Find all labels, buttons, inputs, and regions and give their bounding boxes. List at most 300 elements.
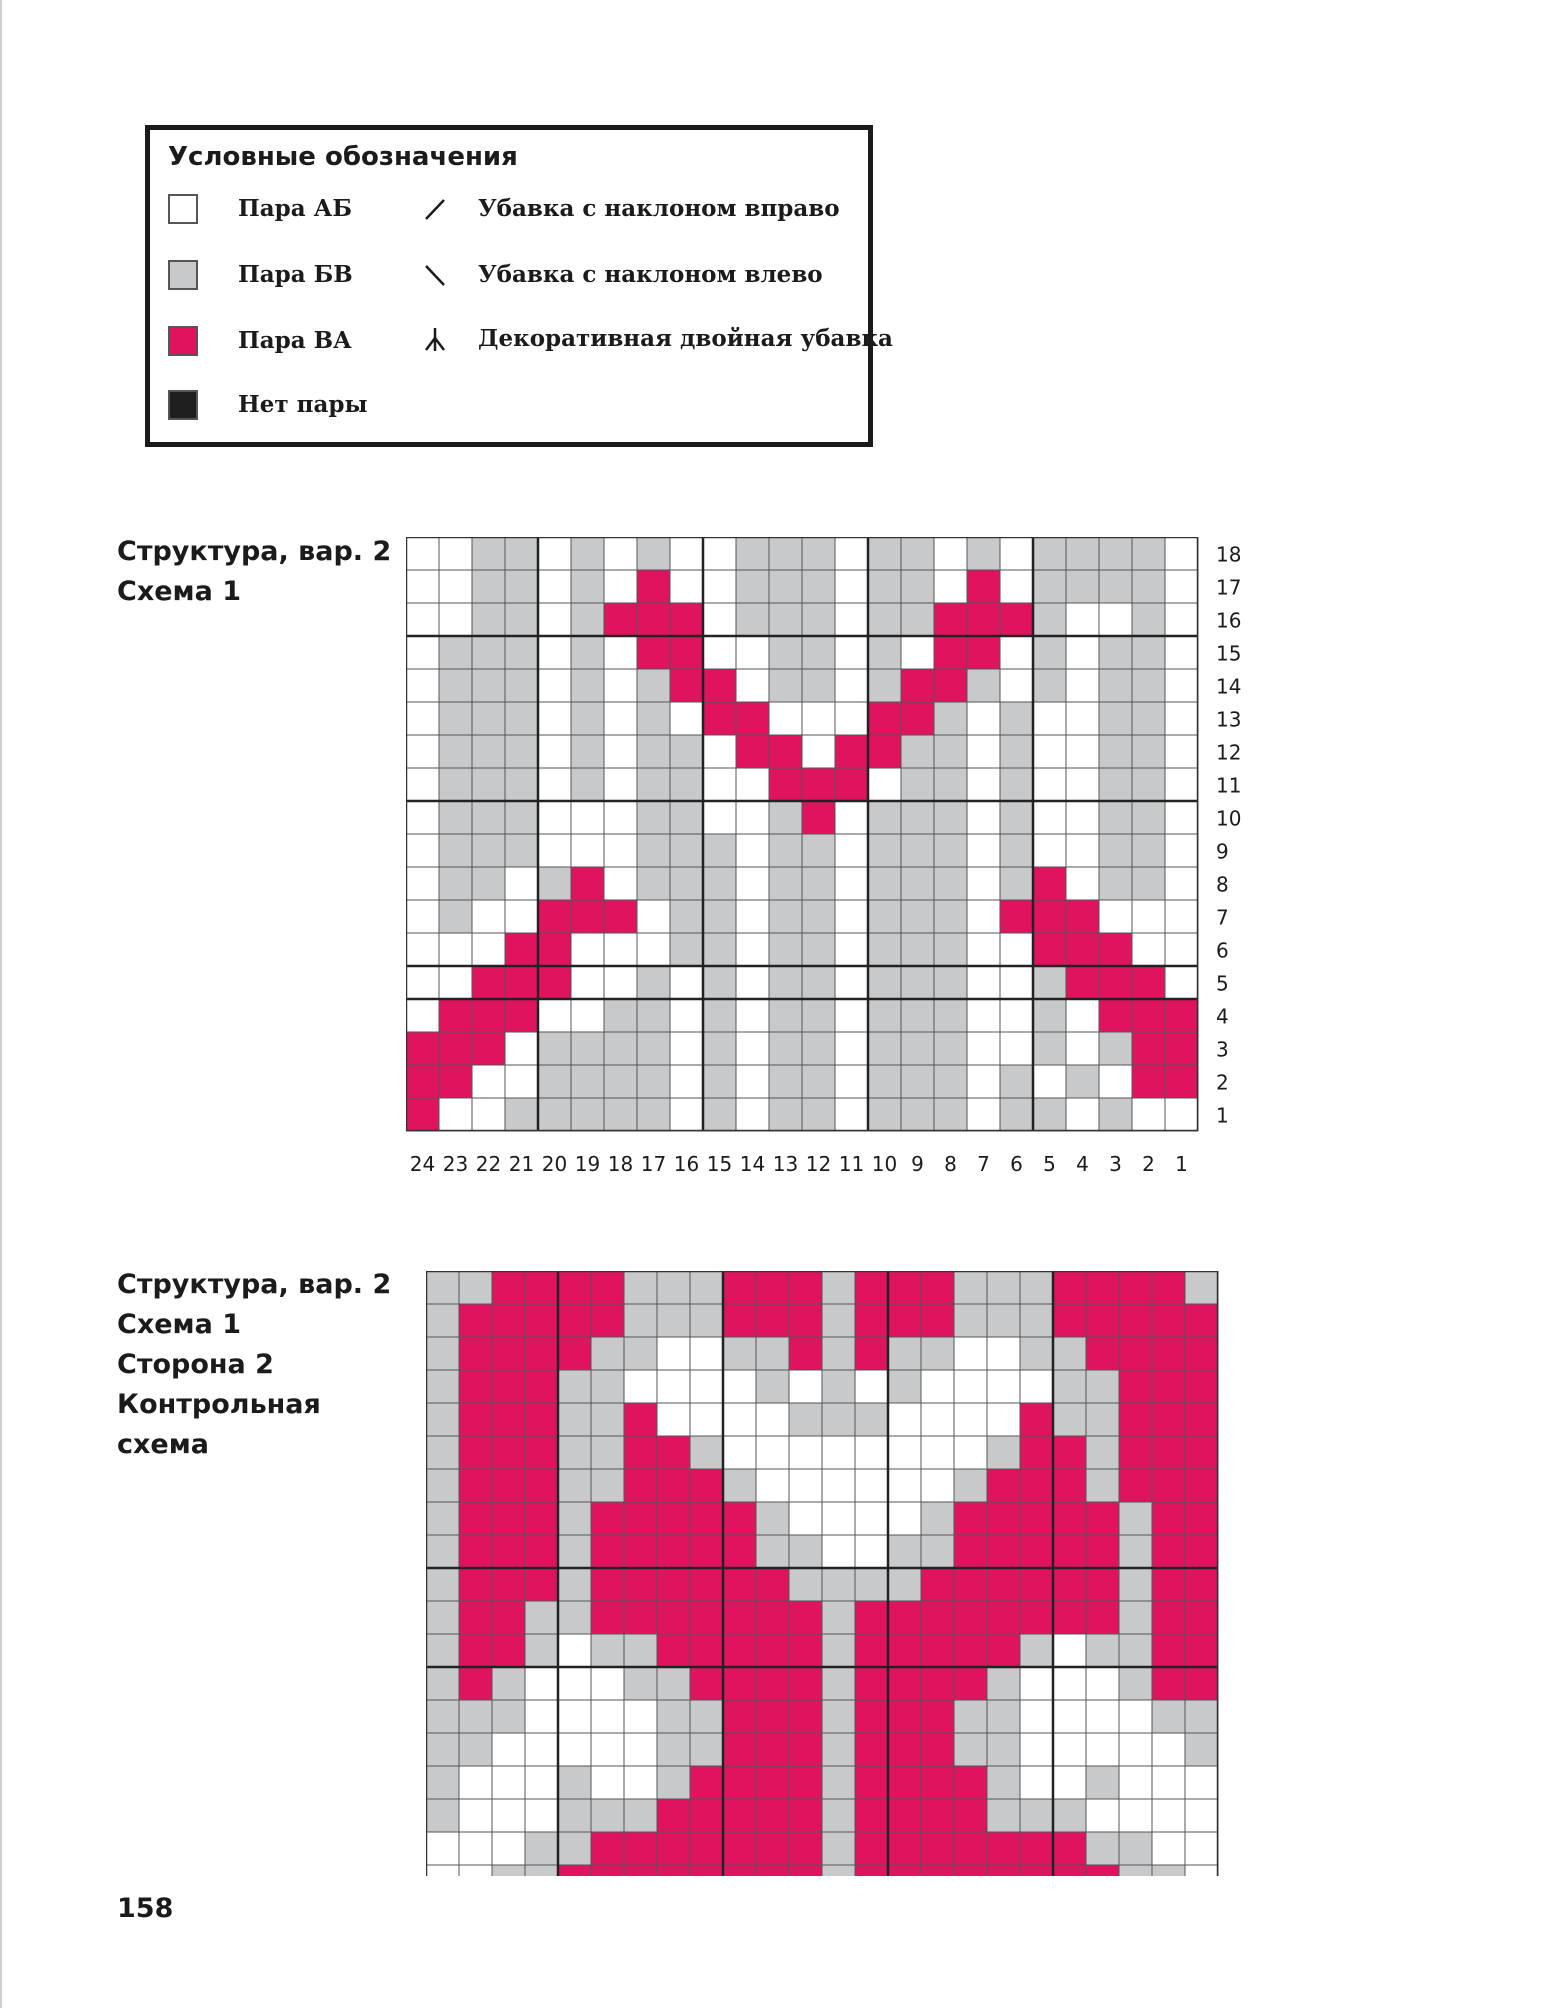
grid-cell	[954, 1502, 987, 1535]
grid-cell	[822, 1601, 855, 1634]
grid-cell	[1020, 1832, 1053, 1865]
grid-cell	[769, 702, 802, 735]
grid-cell	[426, 1601, 459, 1634]
grid-cell	[901, 1032, 934, 1065]
grid-cell	[1033, 702, 1066, 735]
grid-cell	[604, 1032, 637, 1065]
grid-cell	[624, 1700, 657, 1733]
grid-cell	[868, 1032, 901, 1065]
row-number-label: 11	[1216, 773, 1242, 798]
grid-cell	[690, 1271, 723, 1304]
grid-cell	[690, 1304, 723, 1337]
grid-cell	[1099, 1065, 1132, 1098]
grid-cell	[822, 1766, 855, 1799]
grid-cell	[934, 537, 967, 570]
grid-cell	[1020, 1535, 1053, 1568]
grid-cell	[802, 933, 835, 966]
grid-cell	[525, 1337, 558, 1370]
grid-cell	[637, 801, 670, 834]
grid-cell	[492, 1337, 525, 1370]
grid-cell	[406, 834, 439, 867]
grid-cell	[756, 1436, 789, 1469]
grid-cell	[604, 1098, 637, 1131]
grid-cell	[987, 1766, 1020, 1799]
grid-cell	[802, 801, 835, 834]
grid-cell	[690, 1733, 723, 1766]
grid-cell	[1086, 1766, 1119, 1799]
grid-cell	[439, 702, 472, 735]
grid-cell	[835, 636, 868, 669]
grid-cell	[525, 1832, 558, 1865]
grid-cell	[855, 1403, 888, 1436]
grid-cell	[1000, 636, 1033, 669]
grid-cell	[1165, 768, 1198, 801]
grid-cell	[934, 636, 967, 669]
row-number-label: 7	[1216, 905, 1229, 930]
grid-cell	[1099, 801, 1132, 834]
grid-cell	[591, 1733, 624, 1766]
grid-cell	[1165, 636, 1198, 669]
grid-cell	[1152, 1271, 1185, 1304]
grid-cell	[690, 1667, 723, 1700]
grid-cell	[505, 669, 538, 702]
grid-cell	[472, 999, 505, 1032]
row-number-label: 14	[1216, 674, 1242, 699]
grid-cell	[1165, 570, 1198, 603]
grid-cell	[571, 669, 604, 702]
grid-cell	[723, 1766, 756, 1799]
grid-cell	[505, 1032, 538, 1065]
grid-cell	[1066, 801, 1099, 834]
swatch-pair-ab	[168, 194, 198, 224]
grid-cell	[1066, 900, 1099, 933]
grid-cell	[1033, 669, 1066, 702]
grid-cell	[934, 933, 967, 966]
grid-cell	[789, 1865, 822, 1876]
grid-cell	[624, 1403, 657, 1436]
grid-cell	[426, 1865, 459, 1876]
grid-cell	[1053, 1403, 1086, 1436]
grid-cell	[769, 999, 802, 1032]
grid-cell	[1132, 933, 1165, 966]
grid-cell	[657, 1799, 690, 1832]
grid-cell	[1033, 636, 1066, 669]
grid-cell	[690, 1700, 723, 1733]
grid-cell	[789, 1535, 822, 1568]
grid-cell	[789, 1337, 822, 1370]
heading-line: Схема 1	[117, 576, 242, 607]
grid-cell	[525, 1766, 558, 1799]
grid-cell	[888, 1766, 921, 1799]
grid-cell	[888, 1733, 921, 1766]
grid-cell	[736, 669, 769, 702]
grid-cell	[1152, 1403, 1185, 1436]
grid-cell	[591, 1469, 624, 1502]
column-number-label: 21	[508, 1152, 535, 1176]
grid-cell	[789, 1568, 822, 1601]
grid-cell	[1000, 603, 1033, 636]
grid-cell	[472, 735, 505, 768]
grid-cell	[1099, 669, 1132, 702]
grid-cell	[426, 1832, 459, 1865]
grid-cell	[888, 1865, 921, 1876]
grid-cell	[1066, 867, 1099, 900]
grid-cell	[868, 669, 901, 702]
grid-cell	[802, 570, 835, 603]
grid-cell	[558, 1469, 591, 1502]
grid-cell	[657, 1601, 690, 1634]
grid-cell	[1099, 834, 1132, 867]
grid-cell	[604, 867, 637, 900]
grid-cell	[802, 999, 835, 1032]
grid-cell	[769, 570, 802, 603]
grid-cell	[822, 1865, 855, 1876]
grid-cell	[604, 801, 637, 834]
grid-cell	[1152, 1502, 1185, 1535]
grid-cell	[591, 1370, 624, 1403]
grid-cell	[835, 570, 868, 603]
grid-cell	[855, 1271, 888, 1304]
grid-cell	[921, 1502, 954, 1535]
grid-cell	[439, 867, 472, 900]
grid-cell	[525, 1634, 558, 1667]
grid-cell	[756, 1865, 789, 1876]
grid-cell	[921, 1436, 954, 1469]
heading-line: Сторона 2	[117, 1349, 274, 1380]
column-number-label: 9	[911, 1152, 924, 1176]
grid-cell	[703, 1032, 736, 1065]
grid-cell	[492, 1766, 525, 1799]
grid-cell	[1185, 1601, 1218, 1634]
grid-cell	[1132, 537, 1165, 570]
grid-cell	[637, 768, 670, 801]
grid-cell	[868, 636, 901, 669]
legend-label: Убавка с наклоном вправо	[478, 195, 840, 222]
grid-cell	[1152, 1436, 1185, 1469]
grid-cell	[1165, 834, 1198, 867]
column-number-label: 10	[871, 1152, 898, 1176]
grid-cell	[492, 1832, 525, 1865]
grid-cell	[492, 1370, 525, 1403]
grid-cell	[1099, 867, 1132, 900]
grid-cells	[406, 537, 1198, 1131]
grid-cell	[723, 1832, 756, 1865]
grid-cell	[426, 1700, 459, 1733]
grid-cell	[1053, 1799, 1086, 1832]
grid-cell	[538, 801, 571, 834]
grid-cell	[1152, 1535, 1185, 1568]
grid-cell	[492, 1601, 525, 1634]
grid-cell	[657, 1700, 690, 1733]
row-number-label: 9	[1216, 839, 1229, 864]
grid-cell	[406, 966, 439, 999]
grid-cell	[492, 1304, 525, 1337]
grid-cell	[1099, 999, 1132, 1032]
grid-cell	[736, 900, 769, 933]
grid-cell	[1132, 768, 1165, 801]
grid-cell	[1086, 1403, 1119, 1436]
grid-cell	[1000, 933, 1033, 966]
grid-cell	[987, 1799, 1020, 1832]
grid-cell	[439, 537, 472, 570]
grid-cell	[855, 1667, 888, 1700]
grid-cell	[789, 1502, 822, 1535]
grid-cell	[835, 768, 868, 801]
grid-cell	[835, 1065, 868, 1098]
grid-cell	[868, 1065, 901, 1098]
grid-cell	[1020, 1733, 1053, 1766]
grid-cell	[822, 1370, 855, 1403]
grid-cell	[855, 1304, 888, 1337]
grid-cell	[690, 1469, 723, 1502]
grid-cell	[558, 1304, 591, 1337]
grid-cell	[954, 1568, 987, 1601]
grid-cell	[769, 603, 802, 636]
grid-cell	[888, 1304, 921, 1337]
grid-cell	[967, 801, 1000, 834]
grid-cell	[604, 570, 637, 603]
grid-cell	[1020, 1403, 1053, 1436]
grid-cell	[1053, 1700, 1086, 1733]
grid-cell	[901, 1098, 934, 1131]
grid-cell	[505, 702, 538, 735]
grid-cell	[670, 603, 703, 636]
grid-cell	[505, 570, 538, 603]
grid-cell	[967, 933, 1000, 966]
slash-left-icon	[420, 260, 450, 290]
grid-cell	[1033, 537, 1066, 570]
grid-cell	[406, 636, 439, 669]
grid-cell	[538, 867, 571, 900]
column-number-label: 19	[574, 1152, 601, 1176]
chart1-heading	[117, 532, 391, 612]
grid-cell	[492, 1535, 525, 1568]
grid-cell	[769, 636, 802, 669]
grid-cell	[756, 1337, 789, 1370]
grid-cell	[1086, 1337, 1119, 1370]
grid-cell	[426, 1304, 459, 1337]
grid-cell	[868, 570, 901, 603]
grid-cell	[624, 1733, 657, 1766]
grid-cell	[525, 1865, 558, 1876]
grid-cell	[1165, 933, 1198, 966]
grid-cell	[1020, 1700, 1053, 1733]
grid-cell	[855, 1832, 888, 1865]
grid-cell	[868, 537, 901, 570]
grid-cell	[591, 1700, 624, 1733]
grid-cell	[657, 1667, 690, 1700]
grid-cell	[921, 1535, 954, 1568]
grid-cell	[954, 1832, 987, 1865]
grid-cell	[670, 669, 703, 702]
grid-cell	[901, 768, 934, 801]
grid-cell	[1086, 1667, 1119, 1700]
grid-cell	[1119, 1832, 1152, 1865]
grid-cell	[723, 1865, 756, 1876]
grid-cell	[472, 900, 505, 933]
grid-cell	[406, 1065, 439, 1098]
grid-cell	[1132, 1098, 1165, 1131]
grid-cell	[921, 1799, 954, 1832]
grid-cell	[670, 834, 703, 867]
grid-cell	[987, 1304, 1020, 1337]
grid-cell	[954, 1799, 987, 1832]
grid-cell	[1053, 1634, 1086, 1667]
grid-cell	[1152, 1832, 1185, 1865]
grid-cell	[558, 1568, 591, 1601]
grid-cell	[756, 1304, 789, 1337]
grid-cell	[987, 1469, 1020, 1502]
grid-cell	[769, 801, 802, 834]
grid-cell	[1066, 735, 1099, 768]
column-number-label: 11	[838, 1152, 865, 1176]
grid-cell	[1152, 1568, 1185, 1601]
grid-cell	[624, 1502, 657, 1535]
grid-cell	[723, 1733, 756, 1766]
grid-cell	[987, 1601, 1020, 1634]
grid-cell	[591, 1436, 624, 1469]
grid-cell	[1165, 1098, 1198, 1131]
grid-cell	[901, 1065, 934, 1098]
grid-cell	[987, 1634, 1020, 1667]
grid-cell	[1152, 1799, 1185, 1832]
grid-cell	[954, 1700, 987, 1733]
grid-cell	[1086, 1535, 1119, 1568]
grid-cell	[835, 603, 868, 636]
grid-cell	[723, 1370, 756, 1403]
grid-cell	[1020, 1304, 1053, 1337]
column-number-label: 23	[442, 1152, 469, 1176]
grid-cell	[888, 1700, 921, 1733]
grid-cell	[1152, 1304, 1185, 1337]
grid-cell	[525, 1733, 558, 1766]
grid-cell	[1119, 1469, 1152, 1502]
grid-cell	[525, 1601, 558, 1634]
grid-cell	[459, 1733, 492, 1766]
grid-cell	[822, 1535, 855, 1568]
grid-cell	[723, 1568, 756, 1601]
grid-cell	[459, 1535, 492, 1568]
grid-cell	[1099, 702, 1132, 735]
grid-cell	[472, 669, 505, 702]
grid-cell	[1033, 999, 1066, 1032]
grid-cell	[1086, 1799, 1119, 1832]
grid-cell	[505, 801, 538, 834]
grid-cell	[1152, 1700, 1185, 1733]
row-number-label: 12	[1216, 740, 1242, 765]
grid-cell	[690, 1535, 723, 1568]
grid-cell	[967, 834, 1000, 867]
grid-cell	[657, 1568, 690, 1601]
grid-cell	[1165, 669, 1198, 702]
grid-cell	[703, 702, 736, 735]
grid-cell	[934, 702, 967, 735]
grid-cell	[670, 966, 703, 999]
grid-cell	[736, 537, 769, 570]
grid-cell	[525, 1469, 558, 1502]
grid-cell	[888, 1568, 921, 1601]
grid-cell	[723, 1469, 756, 1502]
grid-cell	[703, 537, 736, 570]
grid-cell	[571, 867, 604, 900]
grid-cell	[591, 1634, 624, 1667]
grid-cell	[756, 1832, 789, 1865]
grid-cell	[835, 867, 868, 900]
grid-cell	[934, 735, 967, 768]
column-number-label: 18	[607, 1152, 634, 1176]
grid-cell	[624, 1271, 657, 1304]
grid-cell	[835, 537, 868, 570]
grid-cell	[604, 933, 637, 966]
grid-cell	[1053, 1865, 1086, 1876]
grid-cell	[967, 768, 1000, 801]
row-number-label: 15	[1216, 641, 1242, 666]
chart2-control-grid	[426, 1271, 1226, 1876]
grid-cell	[1053, 1469, 1086, 1502]
grid-cell	[934, 900, 967, 933]
grid-cell	[703, 801, 736, 834]
grid-cell	[1185, 1370, 1218, 1403]
grid-cell	[1020, 1634, 1053, 1667]
grid-cell	[703, 768, 736, 801]
grid-cell	[637, 1032, 670, 1065]
grid-cell	[525, 1535, 558, 1568]
grid-cell	[736, 966, 769, 999]
grid-cell	[723, 1601, 756, 1634]
grid-cell	[855, 1766, 888, 1799]
grid-cell	[967, 1098, 1000, 1131]
row-number-label: 2	[1216, 1070, 1229, 1095]
grid-cell	[1066, 669, 1099, 702]
grid-cell	[637, 900, 670, 933]
grid-cell	[1185, 1568, 1218, 1601]
grid-cell	[756, 1700, 789, 1733]
grid-cell	[1185, 1799, 1218, 1832]
legend-label: Пара БВ	[238, 261, 353, 288]
grid-cell	[987, 1502, 1020, 1535]
grid-cell	[1020, 1865, 1053, 1876]
grid-cell	[934, 603, 967, 636]
grid-cell	[703, 1065, 736, 1098]
grid-cell	[472, 570, 505, 603]
grid-cell	[987, 1568, 1020, 1601]
grid-cell	[1066, 537, 1099, 570]
grid-cell	[1000, 702, 1033, 735]
column-number-label: 15	[706, 1152, 733, 1176]
grid-cell	[736, 570, 769, 603]
grid-cell	[921, 1304, 954, 1337]
grid-cell	[967, 900, 1000, 933]
grid-cell	[459, 1469, 492, 1502]
grid-cell	[591, 1271, 624, 1304]
grid-cell	[1053, 1667, 1086, 1700]
grid-cell	[1066, 603, 1099, 636]
grid-cell	[604, 966, 637, 999]
grid-cell	[789, 1271, 822, 1304]
grid-cell	[1053, 1271, 1086, 1304]
grid-cell	[1020, 1667, 1053, 1700]
grid-cell	[426, 1436, 459, 1469]
grid-cell	[657, 1304, 690, 1337]
grid-cell	[505, 834, 538, 867]
grid-cell	[921, 1667, 954, 1700]
grid-cell	[538, 1098, 571, 1131]
grid-cell	[769, 900, 802, 933]
grid-cell	[901, 933, 934, 966]
row-number-label: 4	[1216, 1004, 1229, 1029]
grid-cell	[459, 1337, 492, 1370]
grid-cell	[558, 1601, 591, 1634]
